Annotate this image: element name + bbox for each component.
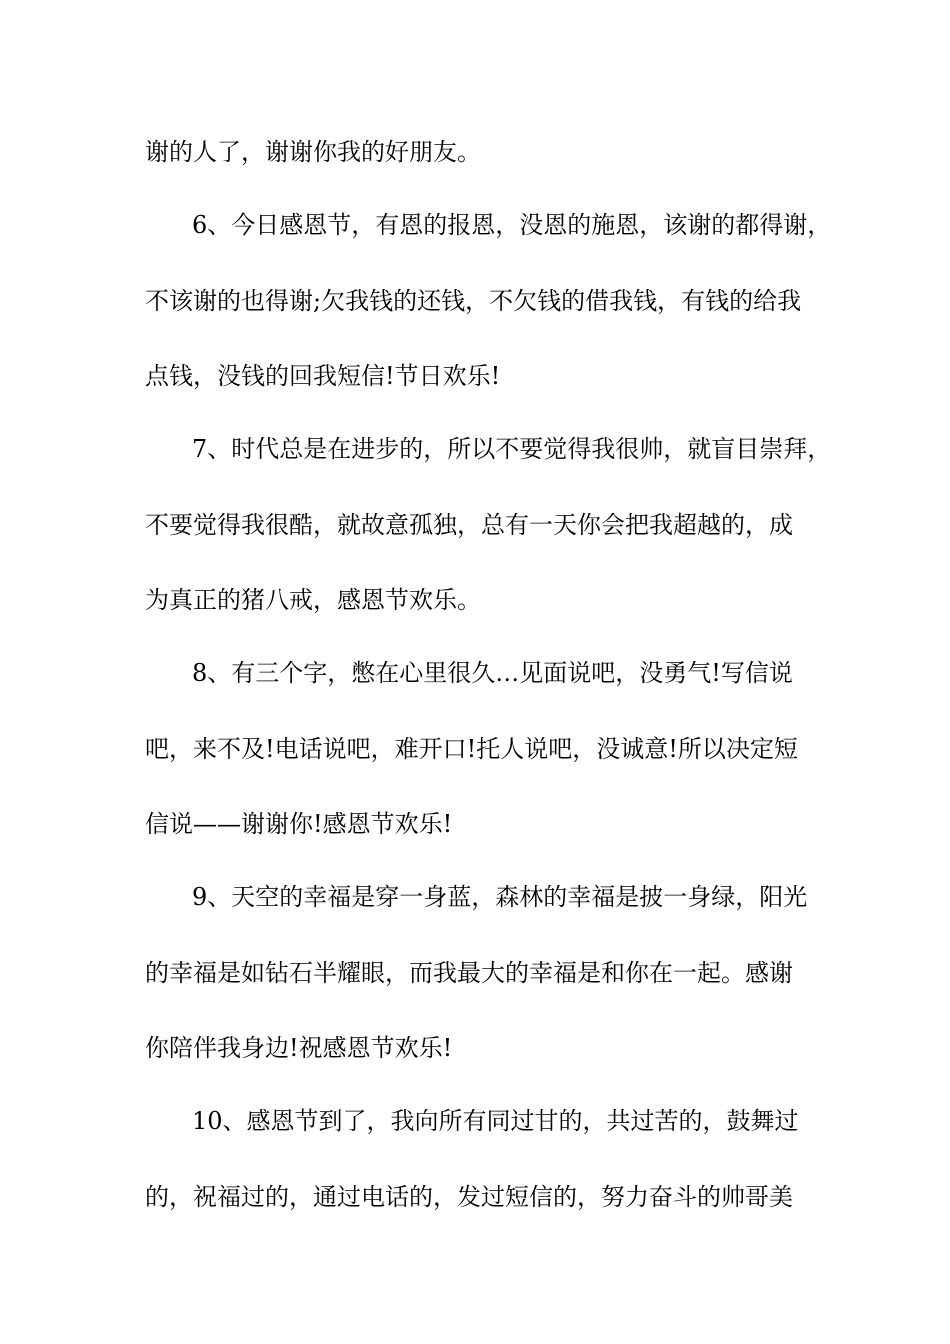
- paragraph-first-line: 7、时代总是在进步的，所以不要觉得我很帅，就盲目崇拜，: [192, 435, 832, 463]
- paragraph-first-line: 6、今日感恩节，有恩的报恩，没恩的施恩，该谢的都得谢，: [192, 211, 832, 239]
- paragraph-line: 你陪伴我身边!祝感恩节欢乐!: [145, 1034, 453, 1062]
- paragraph-first-line: 8、有三个字，憋在心里很久…见面说吧，没勇气!写信说: [192, 659, 793, 687]
- paragraph-line: 信说——谢谢你!感恩节欢乐!: [145, 810, 453, 838]
- paragraph-line: 的幸福是如钻石半耀眼，而我最大的幸福是和你在一起。感谢: [145, 959, 793, 987]
- paragraph-first-line: 10、感恩节到了，我向所有同过甘的，共过苦的，鼓舞过: [192, 1107, 799, 1135]
- paragraph-line: 谢的人了，谢谢你我的好朋友。: [145, 138, 481, 166]
- paragraph-line: 吧，来不及!电话说吧，难开口!托人说吧，没诚意!所以决定短: [145, 735, 798, 763]
- paragraph-line: 为真正的猪八戒，感恩节欢乐。: [145, 586, 481, 614]
- paragraph-line: 不要觉得我很酷，就故意孤独，总有一天你会把我超越的，成: [145, 511, 793, 539]
- paragraph-line: 的，祝福过的，通过电话的，发过短信的，努力奋斗的帅哥美: [145, 1183, 793, 1211]
- paragraph-first-line: 9、天空的幸福是穿一身蓝，森林的幸福是披一身绿，阳光: [192, 883, 808, 911]
- paragraph-line: 点钱，没钱的回我短信!节日欢乐!: [145, 362, 501, 390]
- paragraph-line: 不该谢的也得谢;欠我钱的还钱，不欠钱的借我钱，有钱的给我: [145, 287, 802, 315]
